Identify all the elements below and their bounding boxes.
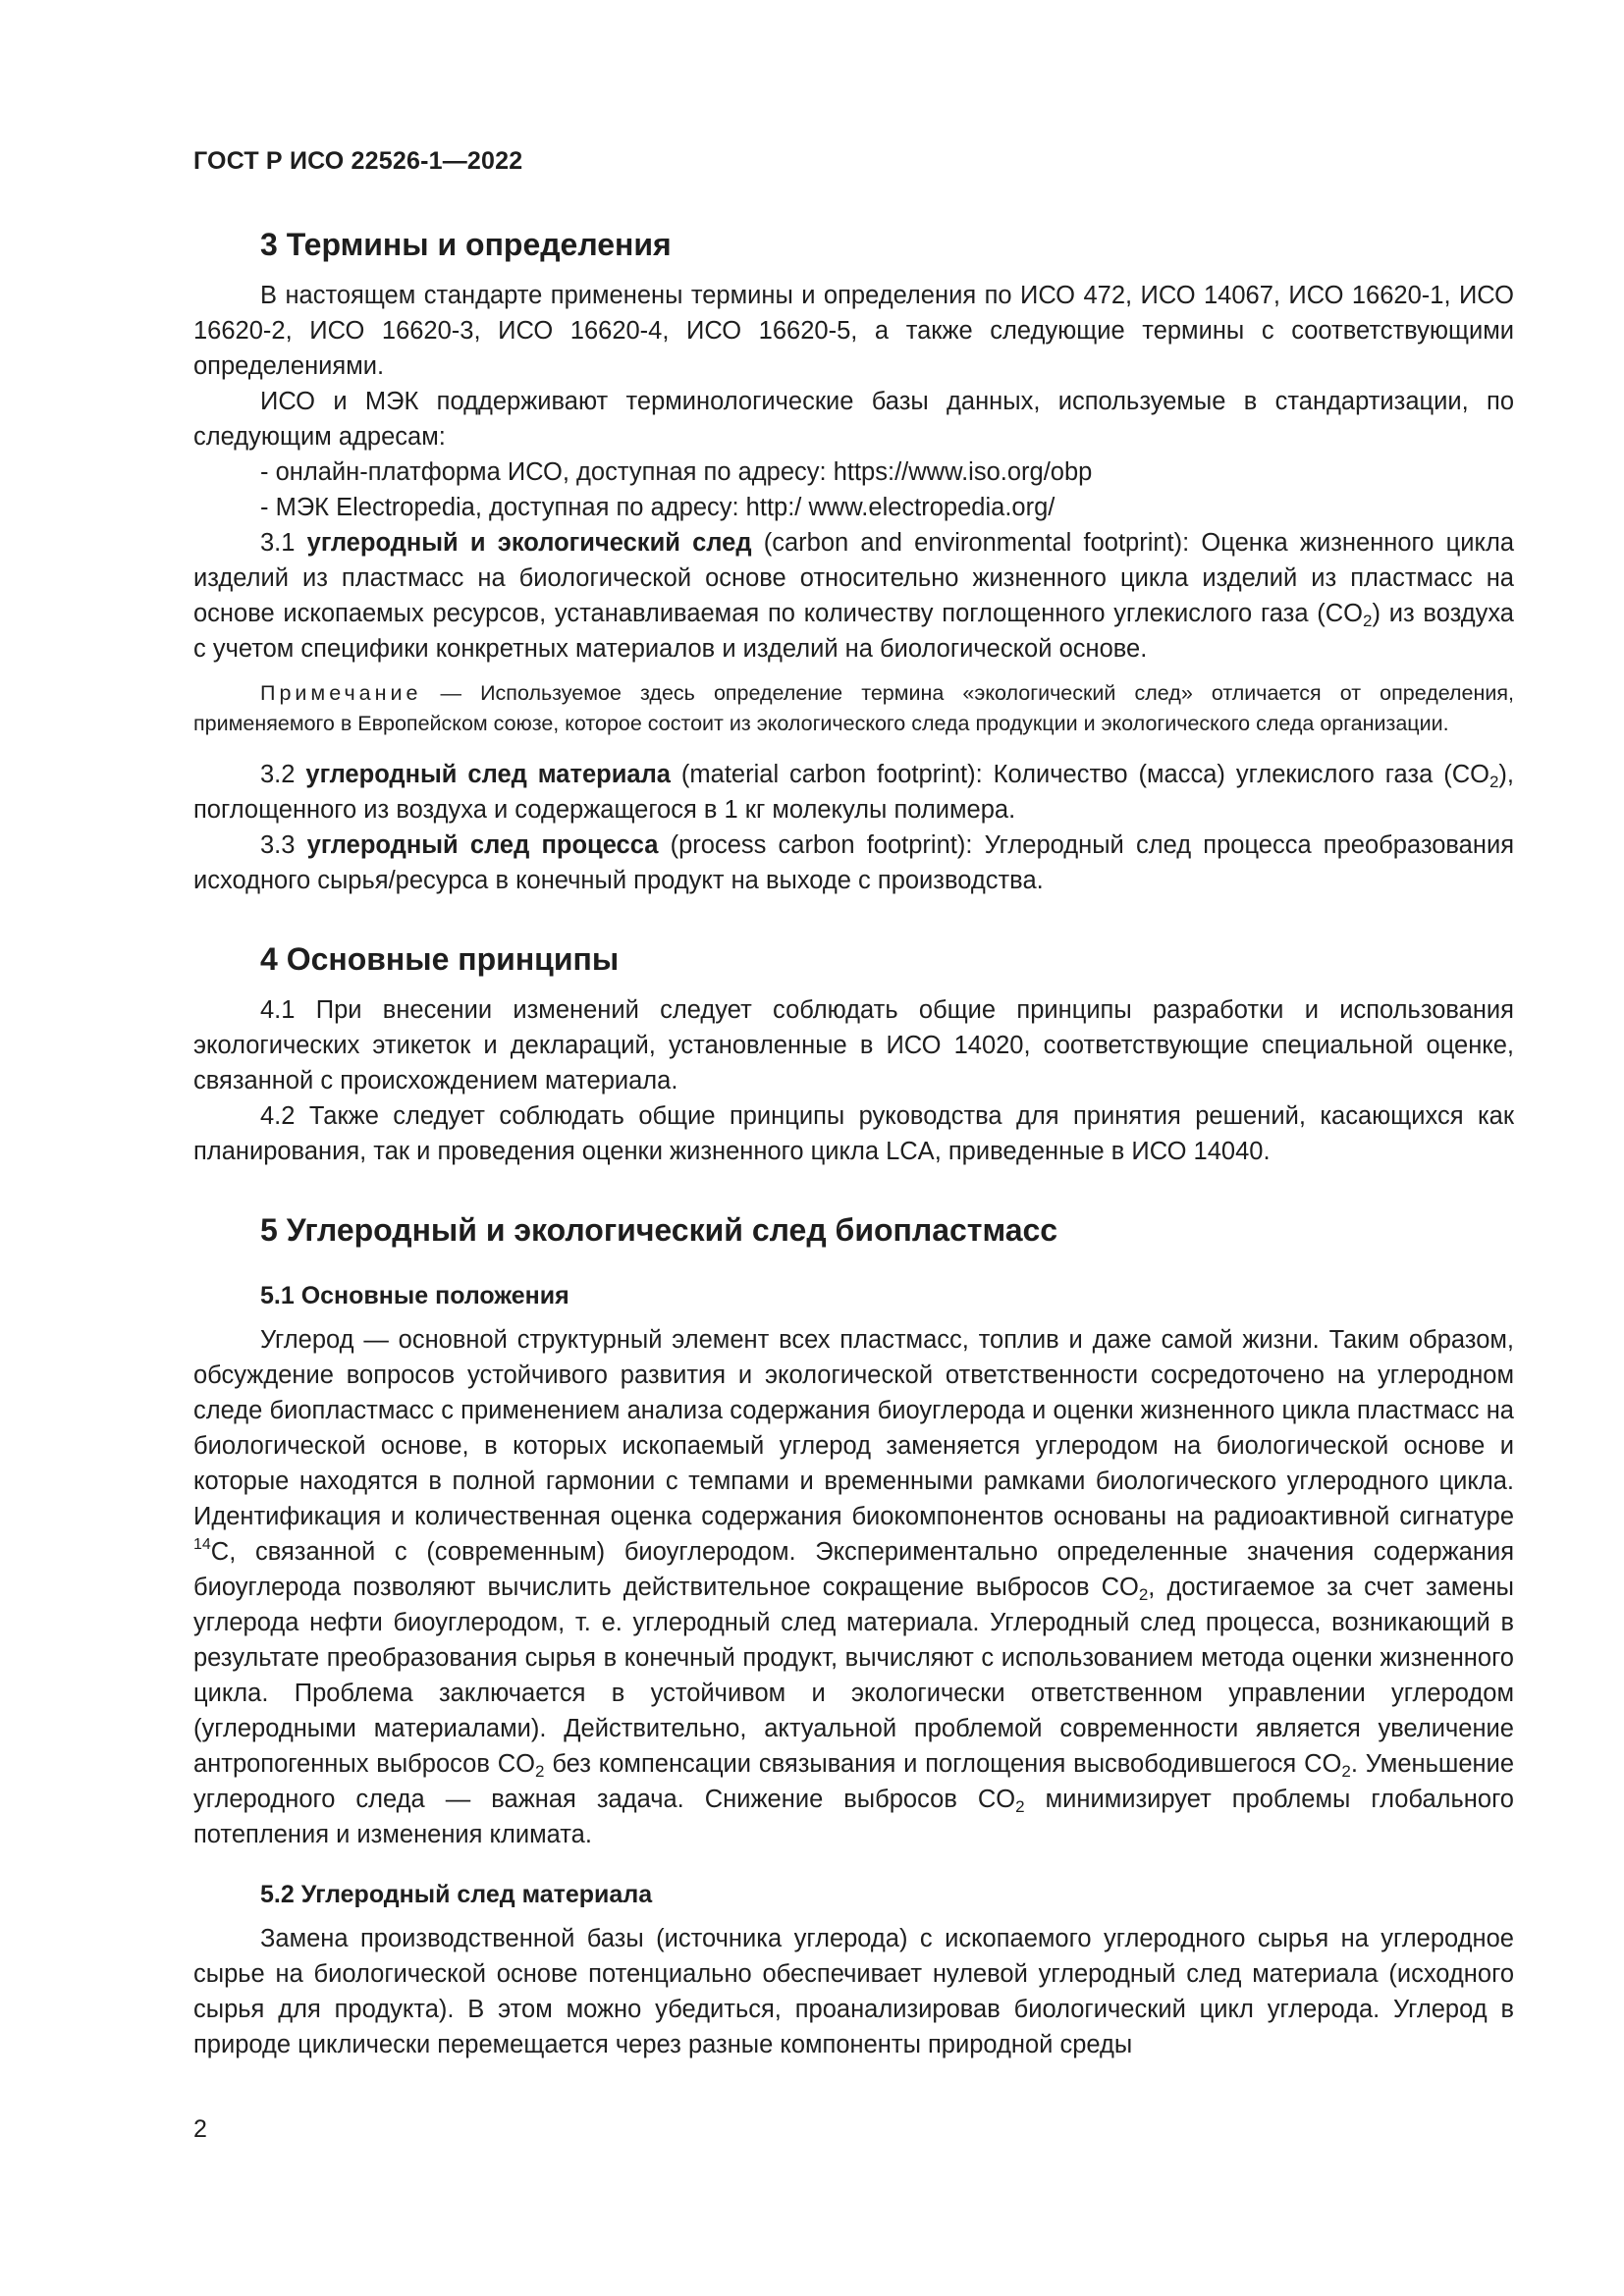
- term-definition-cont: ), поглощенного из воздуха и содержащегося в 1 кг молекулы полимера.: [193, 761, 1514, 824]
- subscript: 2: [1363, 612, 1373, 630]
- term-name: углеродный и экологический след: [306, 529, 752, 557]
- term-number: 3.2: [260, 761, 296, 788]
- page-number: 2: [193, 2115, 207, 2143]
- term-3-1: [193, 525, 1514, 667]
- section-3-title: 3 Термины и определения: [260, 227, 672, 262]
- term-definition-cont: ) из воздуха с учетом специфики конкретных материалов и изделий на биологической основе.: [193, 600, 1514, 663]
- text-run: C, связанной с (современным) биоуглеродом. Экспериментально определенные значения содержания биоуглерода позволяют вычислить действительное сокращение выбросов CO: [193, 1538, 1514, 1601]
- subscript: 2: [535, 1762, 545, 1781]
- term-definition: (carbon and environmental footprint): Оценка жизненного цикла изделий из пластмасс на биологической основе относительно жизненного цикла изделий из пластмасс на основе ископаемых ресурсов, устанавливаемая по количеству поглощенного углекислого газа (CO: [193, 529, 1515, 627]
- section-5-title: 5 Углеродный и экологический след биопластмасс: [260, 1212, 1058, 1248]
- term-3-3: [193, 828, 1514, 898]
- text-run: . Уменьшение углеродного следа — важная задача. Снижение выбросов CO: [193, 1750, 1515, 1813]
- text-run: , достигаемое за счет замены углерода нефти биоуглеродом, т. е. углеродный след материала. Углеродный след процесса, возникающий в результате преобразования сырья в конечный продукт, вычисляют с использованием метода оценки жизненного цикла. Проблема заключается в устойчивом и экологически ответственном управлении углеродом (углеродными материалами). Действительно, актуальной проблемой современности является увеличение антропогенных выбросов CO: [193, 1574, 1514, 1778]
- database-item-iec: - МЭК Electropedia, доступная по адресу: http:/ www.electropedia.org/: [260, 494, 1056, 521]
- subscript: 2: [1489, 773, 1499, 791]
- subscript: 2: [1138, 1585, 1149, 1604]
- term-name: углеродный след процесса: [306, 831, 659, 859]
- section-3-databases: ИСО и МЭК поддерживают терминологические базы данных, используемые в стандартизации, по следующим адресам:: [193, 388, 1514, 451]
- text-run: минимизирует проблемы глобального потепления и изменения климата.: [193, 1786, 1514, 1848]
- superscript: 14: [193, 1536, 211, 1553]
- database-item-iso: - онлайн-платформа ИСО, доступная по адресу: https://www.iso.org/obp: [260, 458, 1093, 486]
- term-name: углеродный след материала: [305, 761, 671, 788]
- term-3-2: [193, 757, 1514, 828]
- subsection-5-1-title: 5.1 Основные положения: [260, 1282, 569, 1309]
- document-header: ГОСТ Р ИСО 22526-1—2022: [193, 147, 523, 175]
- clause-4-2: 4.2 Также следует соблюдать общие принципы руководства для принятия решений, касающихся как планирования, так и проведения оценки жизненного цикла LCA, приведенные в ИСО 14040.: [193, 1102, 1514, 1165]
- section-4-title: 4 Основные принципы: [260, 941, 620, 977]
- subsection-5-2-text: Замена производственной базы (источника углерода) с ископаемого углеродного сырья на углеродное сырье на биологической основе потенциально обеспечивает нулевой углеродный след материала (исходного сырья для продукта). В этом можно убедиться, проанализировав биологический цикл углерода. Углерод в природе циклически перемещается через разные компоненты природной среды: [193, 1925, 1514, 2058]
- text-run: без компенсации связывания и поглощения высвободившегося CO: [544, 1750, 1342, 1778]
- note-text: — Используемое здесь определение термина «экологический след» отличается от определения, применяемого в Европейском союзе, которое состоит из экологического следа продукции и экологического следа организации.: [193, 681, 1514, 735]
- page-content: [193, 147, 1514, 2062]
- subscript: 2: [1341, 1762, 1351, 1781]
- text-run: Углерод — основной структурный элемент всех пластмасс, топлив и даже самой жизни. Таким образом, обсуждение вопросов устойчивого развития и экологической ответственности сосредоточено на углеродном следе биопластмасс с применением анализа содержания биоуглерода и оценки жизненного цикла пластмасс на биологической основе, в которых ископаемый углерод заменяется углеродом на биологической основе и которые находятся в полной гармонии с темпами и временными рамками биологического углеродного цикла. Идентификация и количественная оценка содержания биокомпонентов основаны на радиоактивной сигнатуре: [193, 1326, 1514, 1530]
- clause-4-1: 4.1 При внесении изменений следует соблюдать общие принципы разработки и использования экологических этикеток и деклараций, установленные в ИСО 14020, соответствующие специальной оценке, связанной с происхождением материала.: [193, 996, 1514, 1095]
- term-number: 3.3: [260, 831, 296, 859]
- subscript: 2: [1015, 1797, 1025, 1816]
- note: [193, 678, 1514, 739]
- term-definition: (material carbon footprint): Количество (масса) углекислого газа (CO: [670, 761, 1489, 788]
- section-3-intro: В настоящем стандарте применены термины и определения по ИСО 472, ИСО 14067, ИСО 16620-1, ИСО 16620-2, ИСО 16620-3, ИСО 16620-4, ИСО 16620-5, а также следующие термины с соответствующими определениями.: [193, 282, 1514, 380]
- term-definition: (process carbon footprint): Углеродный след процесса преобразования исходного сырья/ресурса в конечный продукт на выходе с производства.: [193, 831, 1515, 894]
- term-number: 3.1: [260, 529, 296, 557]
- subsection-5-1-text: [193, 1322, 1514, 1852]
- subsection-5-2-title: 5.2 Углеродный след материала: [260, 1881, 653, 1908]
- note-label: Примечание: [260, 681, 422, 705]
